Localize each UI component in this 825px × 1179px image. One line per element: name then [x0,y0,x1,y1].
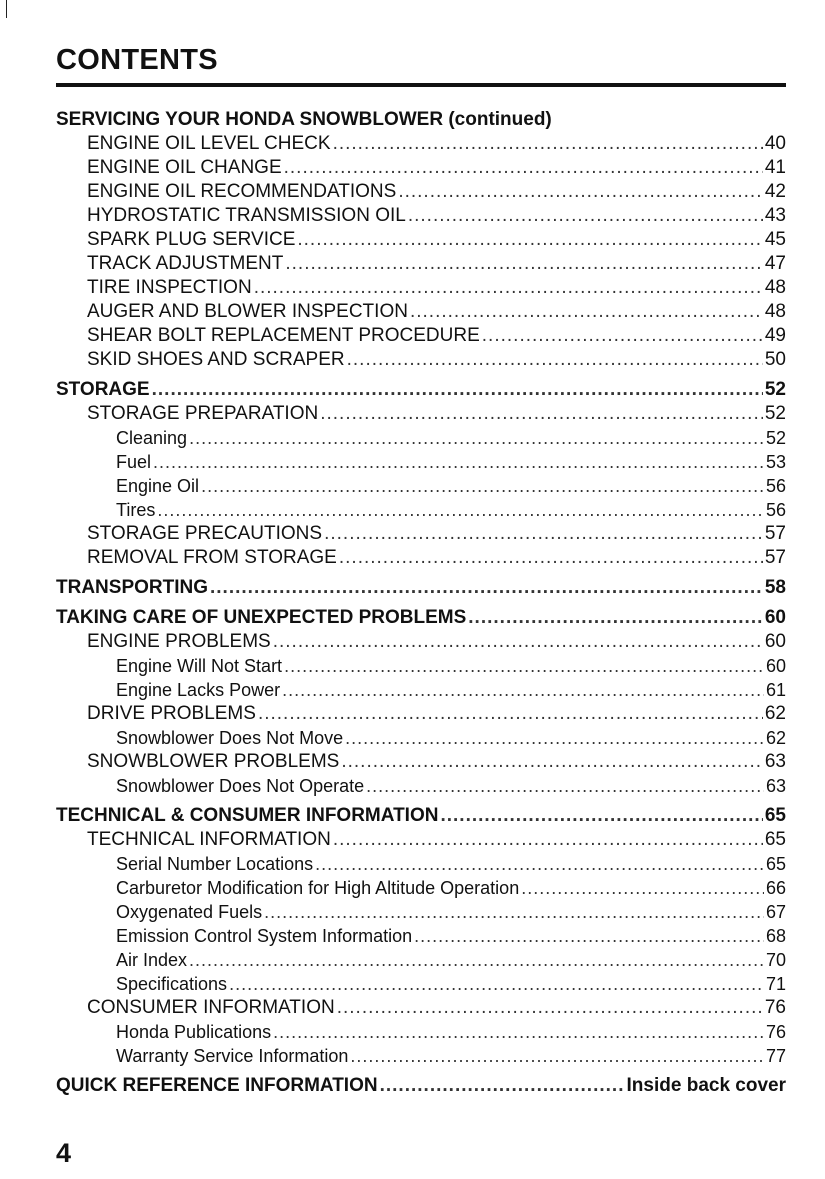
toc-entry[interactable] [56,852,786,876]
toc-entry-page: 49 [764,325,786,346]
table-of-contents [56,108,786,1098]
toc-entry[interactable] [56,450,786,474]
toc-entry-label: Emission Control System Information [116,926,413,946]
dot-leader [284,156,763,180]
toc-entry-page: 47 [764,253,786,274]
toc-entry-label: DRIVE PROBLEMS [87,703,256,724]
toc-entry-page: 76 [764,997,786,1018]
toc-entry[interactable] [56,996,786,1020]
toc-entry[interactable] [56,300,786,324]
toc-entry-page: 77 [765,1046,786,1066]
toc-entry[interactable] [56,654,786,678]
toc-entry-page: 40 [764,133,786,154]
toc-entry-label: Fuel [116,452,152,472]
toc-entry-page: 60 [764,631,786,652]
dot-leader [350,1044,764,1068]
toc-entry[interactable] [56,474,786,498]
toc-entry-page: 71 [765,974,786,994]
toc-entry-label: STORAGE [56,379,150,400]
dot-leader [189,426,764,450]
toc-entry-label: Oxygenated Fuels [116,902,263,922]
toc-entry-page: Inside back cover [626,1075,786,1096]
dot-leader [189,948,764,972]
dot-leader [337,996,763,1020]
toc-entry[interactable] [56,252,786,276]
toc-entry[interactable] [56,576,786,600]
toc-entry-label: TIRE INSPECTION [87,277,252,298]
dot-leader [521,876,764,900]
toc-entry-page: 43 [764,205,786,226]
toc-entry[interactable] [56,426,786,450]
toc-entry-page: 63 [764,751,786,772]
toc-entry-label: CONSUMER INFORMATION [87,997,335,1018]
toc-entry-page: 56 [765,500,786,520]
toc-entry-label: Tires [116,500,156,520]
toc-entry-page: 76 [765,1022,786,1042]
dot-leader [229,972,764,996]
toc-entry-page: 48 [764,301,786,322]
toc-entry-label: Air Index [116,950,188,970]
toc-entry-label: SKID SHOES AND SCRAPER [87,349,345,370]
dot-leader [157,498,764,522]
dot-leader [440,804,762,828]
toc-entry-label: Warranty Service Information [116,1046,349,1066]
toc-entry-label: Engine Oil [116,476,200,496]
toc-entry-page: 48 [764,277,786,298]
toc-entry-label: Carburetor Modification for High Altitude Operation [116,878,520,898]
dot-leader [347,348,763,372]
dot-leader [315,852,764,876]
dot-leader [380,1074,625,1098]
dot-leader [152,378,763,402]
toc-entry-label: STORAGE PRECAUTIONS [87,523,323,544]
dot-leader [468,606,763,630]
toc-entry[interactable] [56,378,786,402]
toc-entry[interactable] [56,678,786,702]
toc-entry-page: 52 [765,428,786,448]
page-title: CONTENTS [56,44,218,76]
toc-entry-label: SPARK PLUG SERVICE [87,229,296,250]
toc-entry-page: 62 [764,703,786,724]
dot-leader [414,924,764,948]
toc-entry-page: 42 [764,181,786,202]
dot-leader [339,546,763,570]
toc-entry-page: 50 [764,349,786,370]
toc-entry-label: Honda Publications [116,1022,272,1042]
toc-entry-page: 63 [765,776,786,796]
dot-leader [282,678,764,702]
toc-entry-label: STORAGE PREPARATION [87,403,319,424]
toc-entry-label: ENGINE OIL LEVEL CHECK [87,133,331,154]
toc-entry[interactable] [56,522,786,546]
dot-leader [285,252,763,276]
page-number: 4 [56,1138,72,1168]
dot-leader [408,204,763,228]
dot-leader [201,474,764,498]
toc-entry[interactable] [56,630,786,654]
toc-entry-page: 57 [764,547,786,568]
toc-entry-label: Cleaning [116,428,188,448]
toc-entry[interactable] [56,204,786,228]
toc-entry[interactable] [56,726,786,750]
toc-entry[interactable] [56,228,786,252]
toc-entry-label: TRANSPORTING [56,577,208,598]
dot-leader [482,324,763,348]
dot-leader [258,702,763,726]
dot-leader [210,576,763,600]
toc-entry[interactable] [56,402,786,426]
toc-entry-label: Engine Lacks Power [116,680,281,700]
toc-entry[interactable] [56,180,786,204]
dot-leader [398,180,763,204]
toc-entry[interactable] [56,774,786,798]
toc-entry-label: Snowblower Does Not Move [116,728,344,748]
toc-entry-page: 67 [765,902,786,922]
continued-section-title: SERVICING YOUR HONDA SNOWBLOWER (continued) [56,109,552,130]
toc-entry-label: SNOWBLOWER PROBLEMS [87,751,340,772]
toc-entry-label: Serial Number Locations [116,854,314,874]
toc-entry-label: ENGINE OIL CHANGE [87,157,282,178]
toc-entry-label: Specifications [116,974,228,994]
toc-entry[interactable] [56,702,786,726]
toc-entry-page: 52 [764,379,786,400]
toc-entry[interactable] [56,750,786,774]
toc-entry-label: HYDROSTATIC TRANSMISSION OIL [87,205,406,226]
toc-entry-page: 57 [764,523,786,544]
toc-entry-page: 56 [765,476,786,496]
toc-entry[interactable] [56,948,786,972]
toc-entry[interactable] [56,1020,786,1044]
dot-leader [284,654,764,678]
toc-entry-page: 45 [764,229,786,250]
dot-leader [254,276,763,300]
dot-leader [366,774,764,798]
toc-entry-page: 65 [764,805,786,826]
toc-entry-label: TRACK ADJUSTMENT [87,253,284,274]
dot-leader [410,300,763,324]
toc-entry[interactable] [56,1074,786,1098]
toc-entry-label: ENGINE PROBLEMS [87,631,271,652]
dot-leader [333,132,763,156]
toc-entry[interactable] [56,1044,786,1068]
dot-leader [341,750,763,774]
dot-leader [297,228,762,252]
toc-entry-label: REMOVAL FROM STORAGE [87,547,337,568]
toc-entry-label: ENGINE OIL RECOMMENDATIONS [87,181,397,202]
toc-entry-page: 60 [764,607,786,628]
toc-entry-page: 61 [765,680,786,700]
toc-entry[interactable] [56,828,786,852]
toc-entry[interactable] [56,924,786,948]
dot-leader [324,522,763,546]
toc-entry[interactable] [56,276,786,300]
toc-entry-page: 52 [764,403,786,424]
toc-entry[interactable] [56,324,786,348]
toc-entry-page: 68 [765,926,786,946]
toc-entry-page: 60 [765,656,786,676]
dot-leader [273,1020,764,1044]
toc-entry-page: 66 [765,878,786,898]
dot-leader [320,402,763,426]
toc-entry[interactable] [56,156,786,180]
toc-entry-label: QUICK REFERENCE INFORMATION [56,1075,378,1096]
toc-entry[interactable] [56,498,786,522]
toc-entry-page: 58 [764,577,786,598]
toc-entry-label: AUGER AND BLOWER INSPECTION [87,301,408,322]
dot-leader [273,630,763,654]
toc-entry-label: Engine Will Not Start [116,656,283,676]
toc-entry-page: 41 [764,157,786,178]
title-rule [56,83,786,87]
toc-entry-page: 65 [764,829,786,850]
dot-leader [333,828,763,852]
toc-entry[interactable] [56,546,786,570]
toc-entry-page: 53 [765,452,786,472]
toc-entry[interactable] [56,348,786,372]
toc-entry[interactable] [56,876,786,900]
toc-entry-label: TECHNICAL INFORMATION [87,829,331,850]
dot-leader [153,450,764,474]
corner-mark [6,0,7,18]
toc-entry-label: SHEAR BOLT REPLACEMENT PROCEDURE [87,325,480,346]
toc-entry[interactable] [56,972,786,996]
toc-entry-page: 62 [765,728,786,748]
toc-entry-label: TECHNICAL & CONSUMER INFORMATION [56,805,439,826]
toc-entry[interactable] [56,132,786,156]
toc-entry[interactable] [56,900,786,924]
dot-leader [345,726,764,750]
toc-entry[interactable] [56,804,786,828]
toc-entry[interactable] [56,606,786,630]
dot-leader [264,900,764,924]
toc-entry-page: 70 [765,950,786,970]
toc-entry-page: 65 [765,854,786,874]
toc-entry-label: Snowblower Does Not Operate [116,776,365,796]
toc-entry-label: TAKING CARE OF UNEXPECTED PROBLEMS [56,607,467,628]
